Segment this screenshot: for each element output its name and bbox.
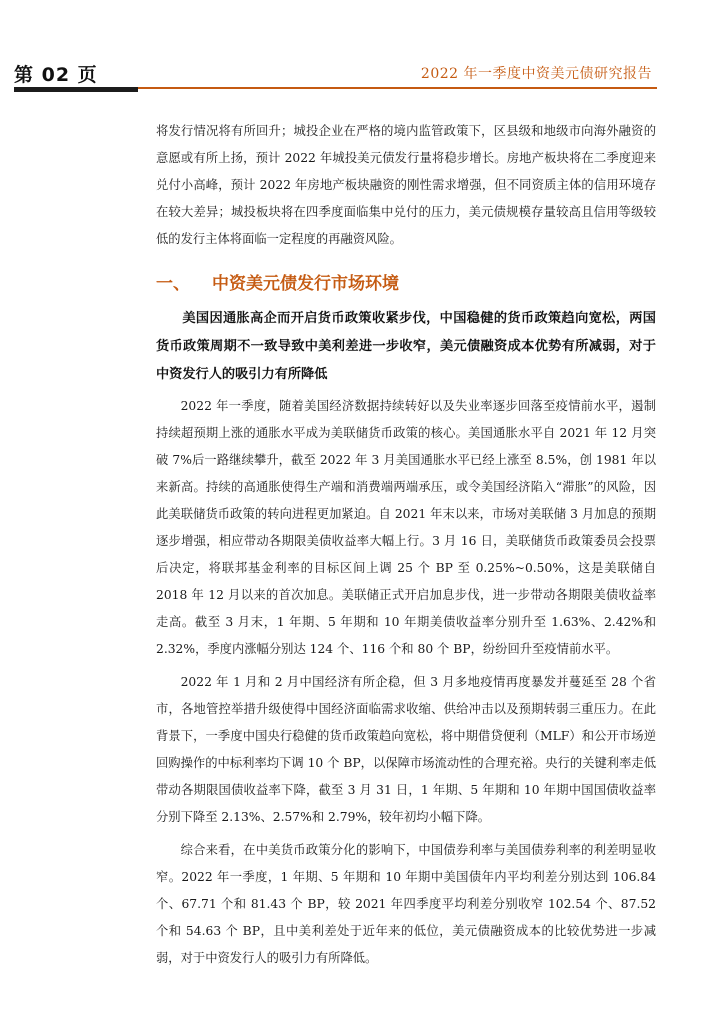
- body-paragraph-1: 2022 年一季度，随着美国经济数据持续转好以及失业率逐步回落至疫情前水平，遏制持续超预期上涨的通胀水平成为美联储货币政策的核心。美国通胀水平自 2021 年 12 月突破 7%后一路继续攀升，截至 2022 年 3 月美国通胀水平已经上涨至 8.5%，创 1981 年以来新高。持续的高通胀使得生产端和消费端两端承压，或令美国经济陷入“滞胀”的风险，因此美联储货币政策的转向进程更加紧迫。自 2021 年末以来，市场对美联储 3 月加息的预期逐步增强，相应带动各期限美债收益率大幅上行。3 月 16 日，美联储货币政策委员会投票后决定，将联邦基金利率的目标区间上调 25 个 BP 至 0.25%~0.50%，这是美联储自 2018 年 12 月以来的首次加息。美联储正式开启加息步伐，进一步带动各期限美债收益率走高。截至 3 月末，1 年期、5 年期和 10 年期美债收益率分别升至 1.63%、2.42%和 2.32%，季度内涨幅分别达 124 个、116 个和 80 个 BP，纷纷回升至疫情前水平。: [156, 399, 656, 656]
- section-title: 中资美元债发行市场环境: [212, 273, 399, 294]
- body-paragraph-2: 2022 年 1 月和 2 月中国经济有所企稳，但 3 月多地疫情再度暴发并蔓延至 28 个省市，各地管控举措升级使得中国经济面临需求收缩、供给冲击以及预期转弱三重压力。在此背景下，一季度中国央行稳健的货币政策趋向宽松，将中期借贷便利（MLF）和公开市场逆回购操作的中标利率均下调 10 个 BP，以保障市场流动性的合理充裕。央行的关键利率走低带动各期限国债收益率下降，截至 3 月 31 日，1 年期、5 年期和 10 年期中国国债收益率分别下降至 2.13%、2.57%和 2.79%，较年初均小幅下降。: [156, 675, 656, 824]
- page-number: 第 02 页: [14, 64, 98, 86]
- page-body: [156, 118, 656, 972]
- section-heading: [156, 267, 656, 295]
- section-number: 一、: [156, 273, 190, 294]
- header-rule-orange: [138, 87, 657, 89]
- section-lead: 美国因通胀高企而开启货币政策收紧步伐，中国稳健的货币政策趋向宽松，两国货币政策周期不一致导致中美利差进一步收窄，美元债融资成本优势有所减弱，对于中资发行人的吸引力有所降低: [156, 311, 656, 382]
- header-rule-dark: [14, 87, 138, 92]
- intro-paragraph: 将发行情况将有所回升；城投企业在严格的境内监管政策下，区县级和地级市向海外融资的意愿或有所上扬，预计 2022 年城投美元债发行量将稳步增长。房地产板块将在二季度迎来兑付小高峰，预计 2022 年房地产板块融资的刚性需求增强，但不同资质主体的信用环境存在较大差异；城投板块将在四季度面临集中兑付的压力，美元债规模存量较高且信用等级较低的发行主体将面临一定程度的再融资风险。: [156, 124, 656, 246]
- body-paragraph-3: 综合来看，在中美货币政策分化的影响下，中国债券利率与美国债券利率的利差明显收窄。2022 年一季度，1 年期、5 年期和 10 年期中美国债年内平均利差分别达到 106.84 个、67.71 个和 81.43 个 BP，较 2021 年四季度平均利差分别收窄 102.54 个、87.52 个和 54.63 个 BP，且中美利差处于近年来的低位，美元债融资成本的比较优势进一步减弱，对于中资发行人的吸引力有所降低。: [156, 843, 656, 965]
- report-title: 2022 年一季度中资美元债研究报告: [420, 66, 652, 82]
